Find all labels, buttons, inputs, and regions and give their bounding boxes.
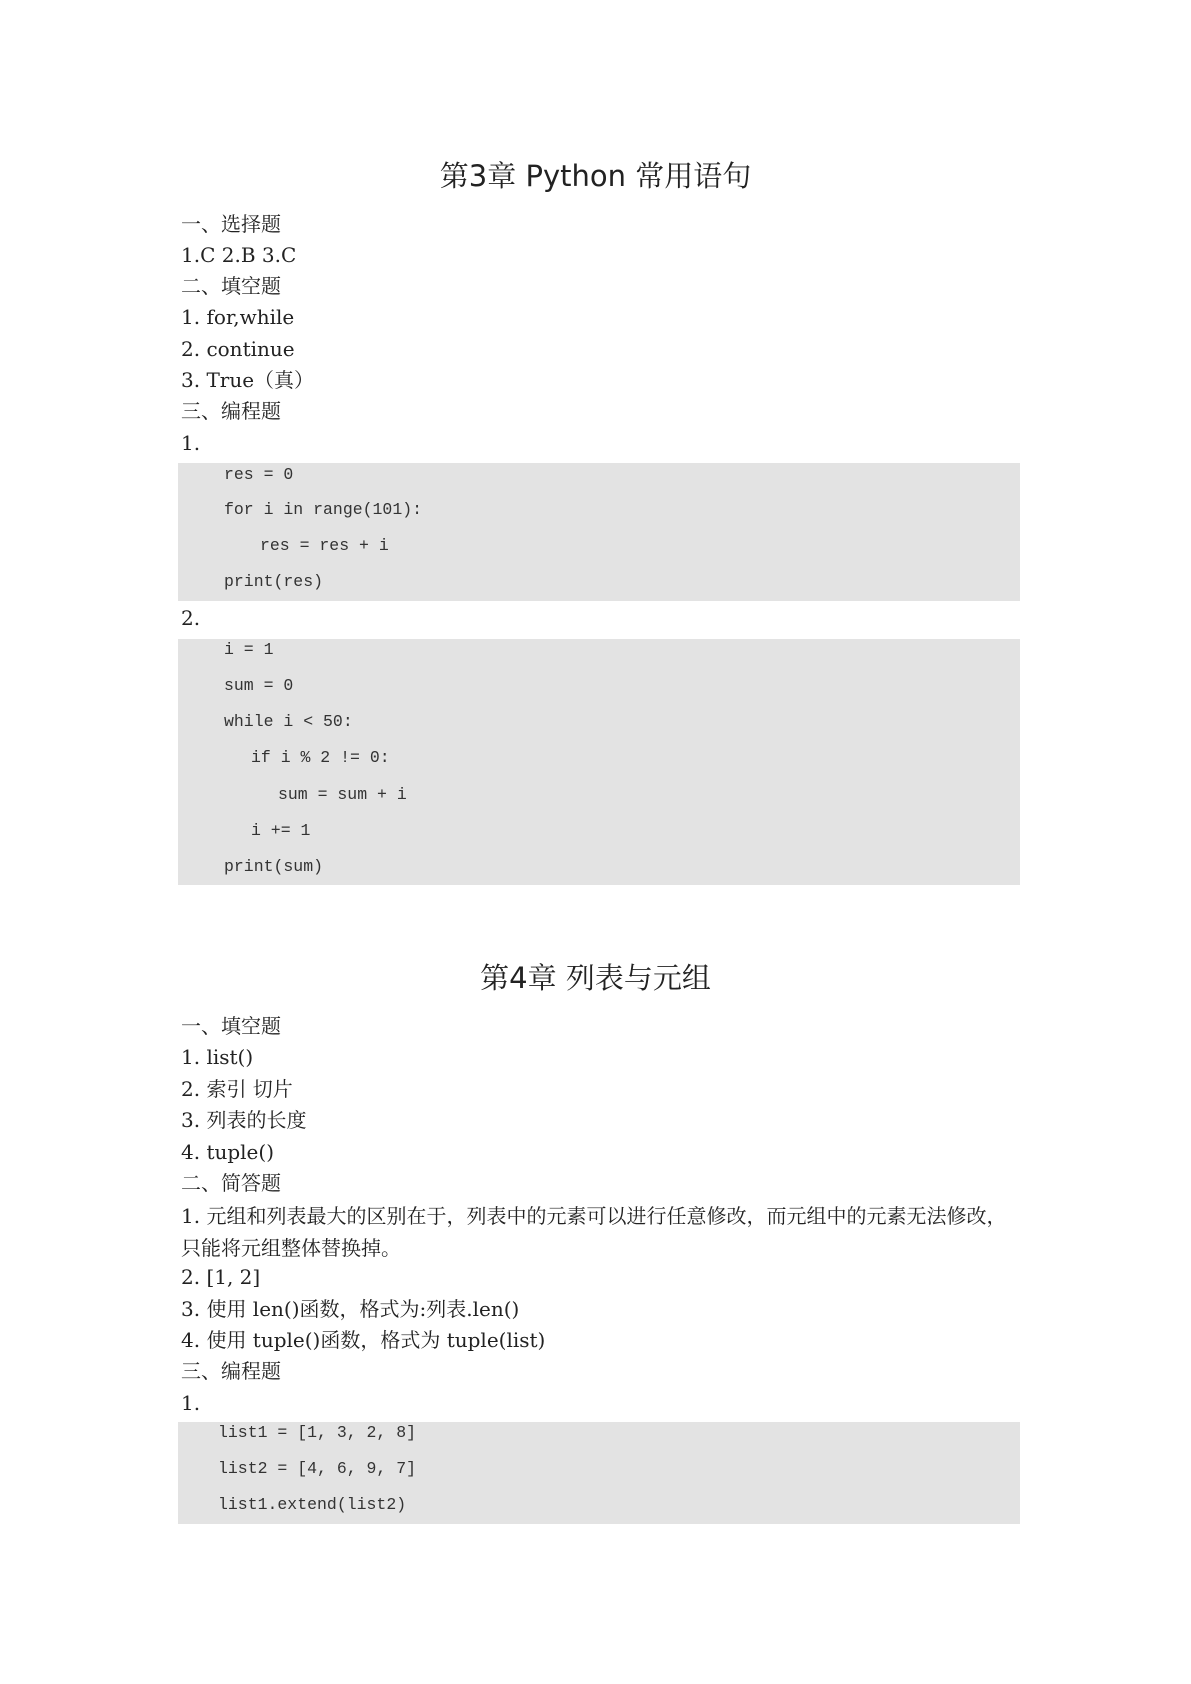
code-line: i += 1 xyxy=(251,821,311,840)
ch3-fill-answer-2: 2. continue xyxy=(181,337,295,361)
code-line: print(sum) xyxy=(224,857,324,876)
ch4-prog-heading: 三、编程题 xyxy=(181,1359,281,1383)
code-line: list1 = [1, 3, 2, 8] xyxy=(218,1423,417,1442)
ch4-short-heading: 二、简答题 xyxy=(181,1171,281,1195)
code-line: for i in range(101): xyxy=(224,500,423,519)
ch4-fill-answer-3: 3. 列表的长度 xyxy=(181,1108,307,1132)
code-line: while i < 50: xyxy=(224,712,353,731)
ch4-short-answer-1: 1. 元组和列表最大的区别在于，列表中的元素可以进行任意修改，而元组中的元素无法修改，只能将元组整体替换掉。 xyxy=(181,1204,1007,1260)
ch4-prog1-code-block xyxy=(178,1422,1020,1524)
ch3-prog2-label: 2. xyxy=(181,606,201,630)
ch4-fill-answer-2: 2. 索引 切片 xyxy=(181,1077,293,1101)
ch3-choice-answers: 1.C 2.B 3.C xyxy=(181,243,297,267)
ch3-fill-answer-1: 1. for,while xyxy=(181,305,295,329)
ch4-short-answer-2: 2. [1, 2] xyxy=(181,1265,261,1289)
ch4-prog1-label: 1. xyxy=(181,1391,201,1415)
ch3-fill-heading: 二、填空题 xyxy=(181,274,281,298)
code-line: if i % 2 != 0: xyxy=(251,748,390,767)
code-line: list1.extend(list2) xyxy=(218,1495,407,1514)
chapter4-title: 第4章 列表与元组 xyxy=(480,961,711,995)
code-line: res = res + i xyxy=(260,536,389,555)
ch3-prog1-code-block xyxy=(178,463,1020,601)
ch3-choice-heading: 一、选择题 xyxy=(181,212,281,236)
code-line: i = 1 xyxy=(224,640,274,659)
ch3-prog1-label: 1. xyxy=(181,431,201,455)
chapter3-title: 第3章 Python 常用语句 xyxy=(439,159,752,193)
ch3-prog2-code-block xyxy=(178,639,1020,885)
code-line: list2 = [4, 6, 9, 7] xyxy=(218,1459,417,1478)
ch3-prog-heading: 三、编程题 xyxy=(181,399,281,423)
ch4-short-answer-3: 3. 使用 len()函数，格式为:列表.len() xyxy=(181,1297,520,1321)
code-line: res = 0 xyxy=(224,465,294,484)
ch3-fill-answer-3: 3. True（真） xyxy=(181,368,315,392)
code-line: sum = sum + i xyxy=(278,785,407,804)
ch4-fill-heading: 一、填空题 xyxy=(181,1014,281,1038)
ch4-fill-answer-1: 1. list() xyxy=(181,1045,254,1069)
code-line: print(res) xyxy=(224,572,324,591)
ch4-fill-answer-4: 4. tuple() xyxy=(181,1140,274,1164)
code-line: sum = 0 xyxy=(224,676,294,695)
ch4-short-answer-4: 4. 使用 tuple()函数，格式为 tuple(list) xyxy=(181,1328,546,1352)
